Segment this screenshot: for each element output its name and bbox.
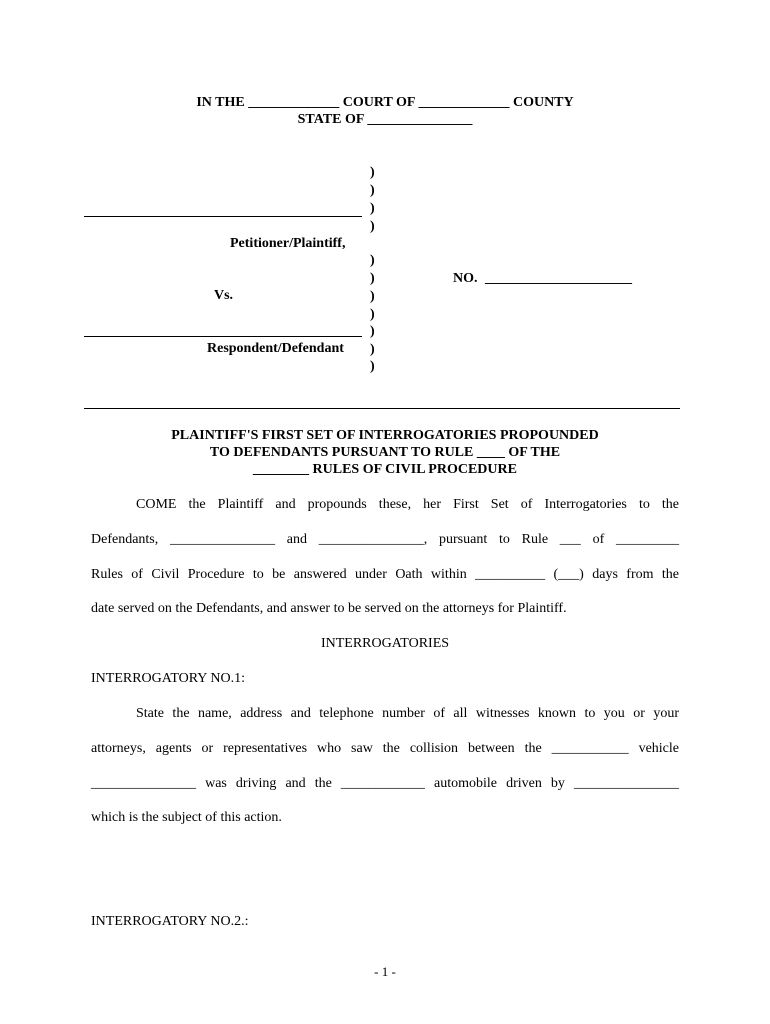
caption-divider — [84, 408, 680, 409]
caption-paren: ) — [370, 165, 375, 180]
intro-paragraph-line: date served on the Defendants, and answer to be served on the attorneys for Plaintiff. — [91, 601, 567, 616]
case-number-blank: _____________________ — [485, 271, 632, 286]
interrogatory-1-line: State the name, address and telephone number of all witnesses known to you or your — [136, 706, 679, 721]
caption-paren: ) — [370, 183, 375, 198]
interrogatory-1-line: attorneys, agents or representatives who saw the collision between the ___________ vehicle — [91, 741, 679, 756]
interrogatory-1-line: _______________ was driving and the ____________ automobile driven by _______________ — [91, 776, 679, 791]
page-number: - 1 - — [374, 964, 396, 979]
document-title-line: ________ RULES OF CIVIL PROCEDURE — [253, 462, 517, 477]
caption-paren: ) — [370, 201, 375, 216]
petitioner-label: Petitioner/Plaintiff, — [230, 236, 346, 251]
versus-label: Vs. — [214, 288, 234, 303]
interrogatory-2-heading: INTERROGATORY NO.2.: — [91, 914, 249, 929]
caption-paren: ) — [370, 342, 375, 357]
interrogatory-1-line: which is the subject of this action. — [91, 810, 282, 825]
caption-paren: ) — [370, 359, 375, 374]
document-title-line: TO DEFENDANTS PURSUANT TO RULE ____ OF THE — [209, 445, 561, 460]
caption-paren: ) — [370, 271, 375, 286]
intro-paragraph-line: Rules of Civil Procedure to be answered under Oath within __________ (___) days from the — [91, 567, 679, 582]
respondent-label: Respondent/Defendant — [207, 341, 344, 356]
section-heading: INTERROGATORIES — [320, 636, 450, 651]
court-header-line: IN THE _____________ COURT OF _____________ COUNTY — [196, 95, 574, 110]
interrogatory-1-heading: INTERROGATORY NO.1: — [91, 671, 246, 686]
case-number-label: NO. — [453, 271, 478, 286]
caption-paren: ) — [370, 253, 375, 268]
state-header-line: STATE OF _______________ — [297, 112, 473, 127]
caption-paren: ) — [370, 289, 375, 304]
caption-paren: ) — [370, 324, 375, 339]
respondent-name-line — [84, 336, 362, 337]
petitioner-name-line — [84, 216, 362, 217]
caption-paren: ) — [370, 219, 375, 234]
document-title-line: PLAINTIFF'S FIRST SET OF INTERROGATORIES PROPOUNDED — [171, 428, 599, 443]
intro-paragraph-line: COME the Plaintiff and propounds these, her First Set of Interrogatories to the — [136, 497, 679, 512]
caption-paren: ) — [370, 307, 375, 322]
intro-paragraph-line: Defendants, _______________ and _______________, pursuant to Rule ___ of _________ — [91, 532, 679, 547]
